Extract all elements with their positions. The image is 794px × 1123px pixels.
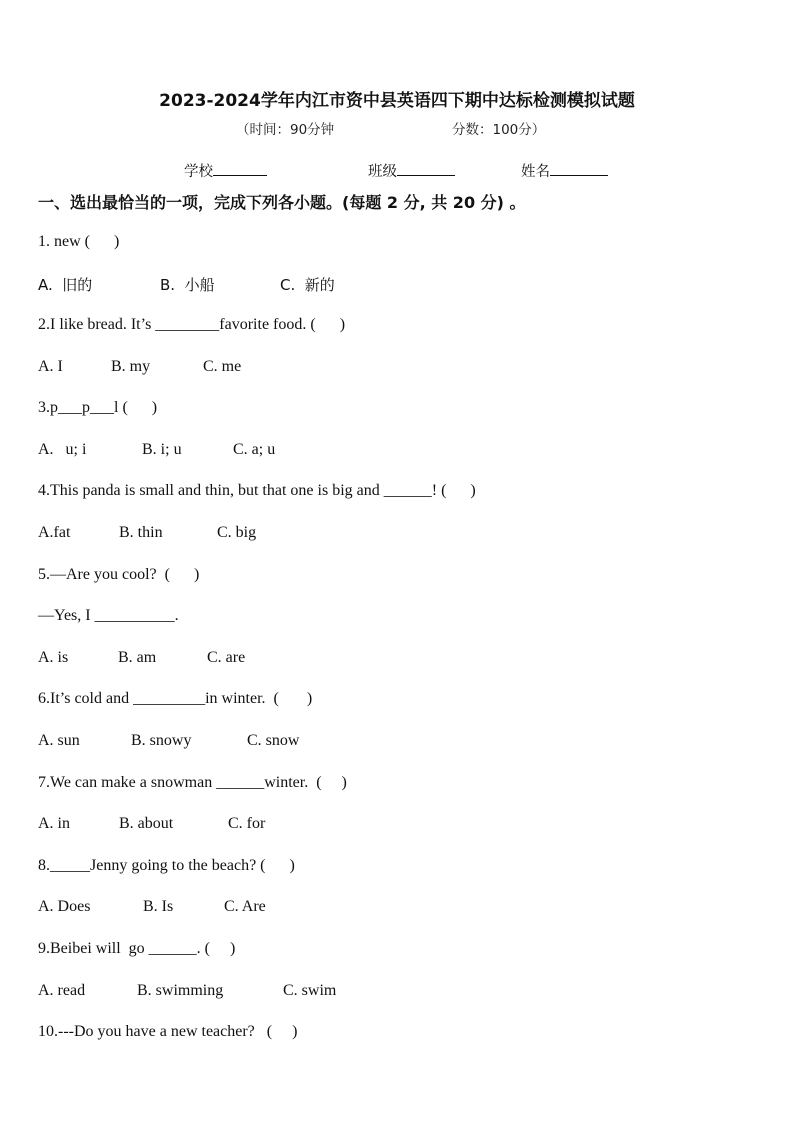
name-label: 姓名: [521, 164, 550, 180]
question-1-option-c: C. 新的: [280, 276, 335, 294]
question-9-option-c: C. swim: [283, 982, 337, 999]
question-7-option-a: A. in: [38, 815, 70, 832]
question-5-option-a: A. is: [38, 649, 69, 666]
exam-score: 分数：100分）: [452, 122, 546, 138]
question-10-stem: 10.---Do you have a new teacher? ( ): [38, 1023, 298, 1040]
question-2-option-c: C. me: [203, 358, 242, 375]
question-4-option-a: A.fat: [38, 524, 71, 541]
question-1-option-b: B. 小船: [160, 276, 215, 294]
class-label: 班级: [368, 164, 397, 180]
question-8-option-c: C. Are: [224, 898, 266, 915]
section-heading: 一、选出最恰当的一项，完成下列各小题。(每题 2 分, 共 20 分) 。: [38, 193, 526, 212]
question-8-stem: 8._____Jenny going to the beach? ( ): [38, 857, 295, 874]
question-3-option-a: A. u; i: [38, 441, 87, 458]
question-6-option-c: C. snow: [247, 732, 300, 749]
question-5-option-b: B. am: [118, 649, 157, 666]
school-label: 学校: [184, 164, 213, 180]
question-7-stem: 7.We can make a snowman ______winter. ( ): [38, 774, 347, 791]
page-title: 2023-2024学年内江市资中县英语四下期中达标检测模拟试题: [159, 91, 635, 111]
class-blank: [397, 161, 455, 176]
question-6-option-a: A. sun: [38, 732, 80, 749]
question-1-option-a: A. 旧的: [38, 276, 93, 294]
question-7-option-c: C. for: [228, 815, 266, 832]
question-9-stem: 9.Beibei will go ______. ( ): [38, 940, 236, 957]
question-9-option-a: A. read: [38, 982, 86, 999]
name-blank: [550, 161, 608, 176]
class-field: [368, 160, 455, 181]
question-2-option-b: B. my: [111, 358, 151, 375]
school-field: [184, 160, 267, 181]
name-field: [521, 160, 608, 181]
question-3-option-b: B. i; u: [142, 441, 182, 458]
question-4-stem: 4.This panda is small and thin, but that one is big and ______! ( ): [38, 482, 476, 499]
question-4-option-c: C. big: [217, 524, 257, 541]
question-2-option-a: A. I: [38, 358, 63, 375]
question-6-option-b: B. snowy: [131, 732, 192, 749]
question-5-stem: 5.—Are you cool? ( ): [38, 566, 200, 583]
question-5-answer-line: —Yes, I __________.: [38, 607, 179, 624]
question-9-option-b: B. swimming: [137, 982, 224, 999]
question-8-option-b: B. Is: [143, 898, 174, 915]
question-7-option-b: B. about: [119, 815, 174, 832]
question-4-option-b: B. thin: [119, 524, 163, 541]
question-3-option-c: C. a; u: [233, 441, 276, 458]
question-3-stem: 3.p___p___l ( ): [38, 399, 158, 416]
question-1-stem: 1. new ( ): [38, 233, 120, 250]
question-5-option-c: C. are: [207, 649, 246, 666]
question-8-option-a: A. Does: [38, 898, 91, 915]
question-6-stem: 6.It’s cold and _________in winter. ( ): [38, 690, 313, 707]
school-blank: [213, 161, 267, 176]
question-2-stem: 2.I like bread. It’s ________favorite food. ( ): [38, 316, 346, 333]
exam-time: （时间：90分钟: [236, 122, 335, 138]
